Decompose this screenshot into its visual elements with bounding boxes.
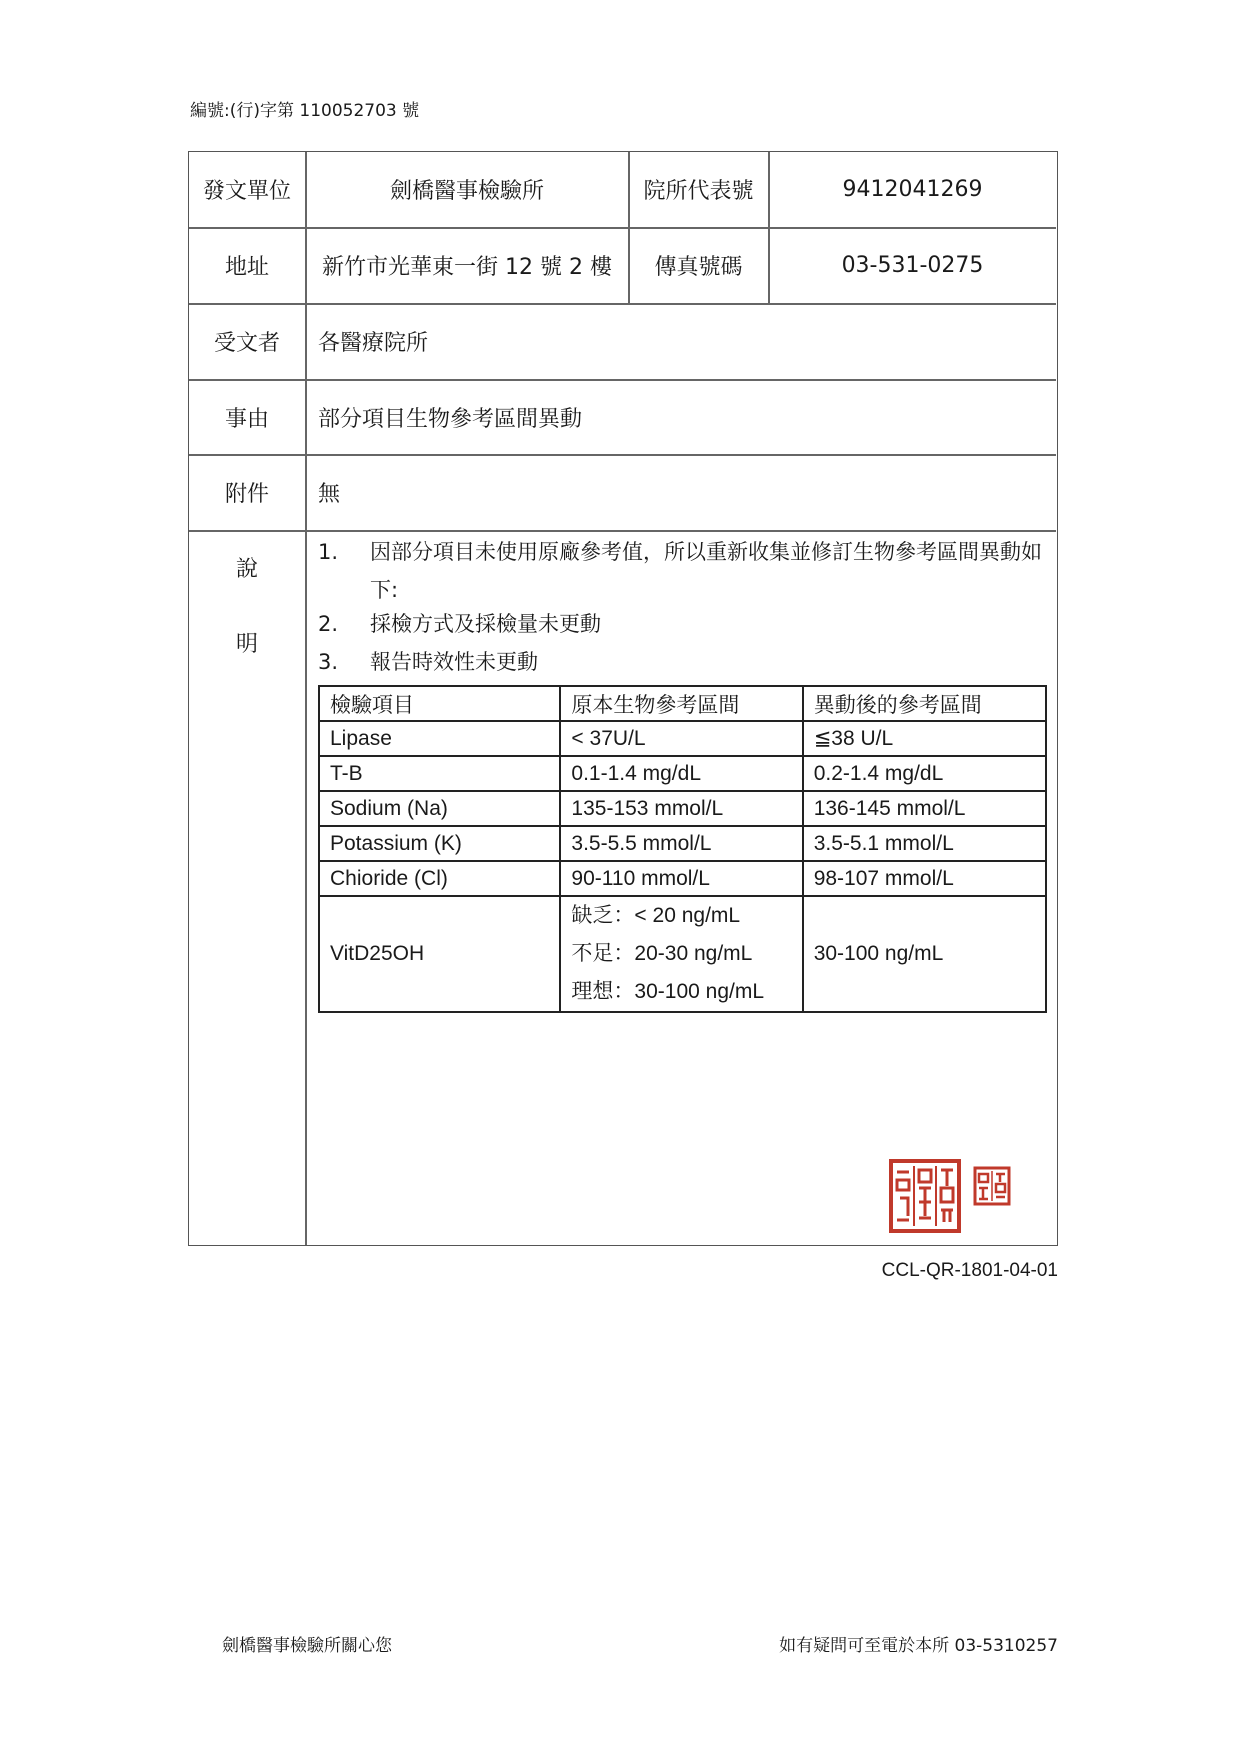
reference-range-table	[318, 685, 1047, 1013]
table-cell-multiline	[560, 896, 802, 1012]
range-line: 缺乏：< 20 ng/mL	[571, 904, 741, 927]
table-cell: 0.1-1.4 mg/dL	[560, 756, 802, 791]
table-cell: 3.5-5.5 mmol/L	[560, 826, 802, 861]
note-number: 3.	[318, 650, 339, 674]
code-label: 院所代表號	[643, 179, 754, 204]
description-label-1: 說	[235, 556, 258, 582]
table-cell: Lipase	[319, 721, 560, 756]
fax-value: 03-531-0275	[841, 253, 984, 278]
table-cell: 3.5-5.1 mmol/L	[803, 826, 1046, 861]
code-value: 9412041269	[842, 177, 983, 202]
note-item	[318, 533, 1050, 609]
table-cell: VitD25OH	[319, 896, 560, 1012]
table-cell: 136-145 mmol/L	[803, 791, 1046, 826]
note-text: 因部分項目未使用原廠參考值，所以重新收集並修訂生物參考區間異動如下:	[370, 540, 1042, 602]
issuer-label: 發文單位	[202, 179, 291, 204]
table-cell: 135-153 mmol/L	[560, 791, 802, 826]
note-number: 2.	[318, 612, 339, 636]
subject-label: 事由	[224, 406, 269, 432]
note-text: 採檢方式及採檢量未更動	[370, 612, 601, 636]
attachment-label: 附件	[224, 482, 269, 507]
address-value: 新竹市光華東一街 12 號 2 樓	[322, 255, 612, 280]
table-row	[319, 826, 1046, 861]
column-header: 檢驗項目	[319, 686, 560, 721]
note-item	[318, 643, 1050, 681]
table-cell: Sodium (Na)	[319, 791, 560, 826]
note-text: 報告時效性未更動	[370, 650, 538, 674]
range-line: 理想：30-100 ng/mL	[571, 980, 765, 1003]
table-row	[319, 791, 1046, 826]
column-header: 異動後的參考區間	[803, 686, 1046, 721]
seal-stamp-small	[973, 1166, 1011, 1206]
footer-greeting: 劍橋醫事檢驗所關心您	[222, 1636, 392, 1656]
table-cell: T-B	[319, 756, 560, 791]
description-label-2: 明	[235, 631, 258, 657]
table-cell: Chioride (Cl)	[319, 861, 560, 896]
table-cell: Potassium (K)	[319, 826, 560, 861]
table-cell: < 37U/L	[560, 721, 802, 756]
table-row	[319, 896, 1046, 1012]
table-row	[319, 861, 1046, 896]
range-line: 不足：20-30 ng/mL	[571, 942, 753, 965]
table-cell: 98-107 mmol/L	[803, 861, 1046, 896]
seal-stamp-large	[888, 1158, 962, 1234]
issuer-value: 劍橋醫事檢驗所	[389, 179, 544, 204]
table-cell: 90-110 mmol/L	[560, 861, 802, 896]
table-row	[319, 756, 1046, 791]
subject-value: 部分項目生物參考區間異動	[318, 406, 583, 432]
attachment-value: 無	[318, 482, 341, 507]
table-cell: 0.2-1.4 mg/dL	[803, 756, 1046, 791]
table-header-row	[319, 686, 1046, 721]
footer-contact: 如有疑問可至電於本所 03-5310257	[779, 1636, 1058, 1656]
column-header: 原本生物參考區間	[560, 686, 802, 721]
note-item	[318, 605, 1050, 643]
form-code: CCL-QR-1801-04-01	[881, 1260, 1058, 1281]
table-row	[319, 721, 1046, 756]
recipient-label: 受文者	[213, 331, 280, 356]
table-cell: 30-100 ng/mL	[803, 896, 1046, 1012]
address-label: 地址	[224, 255, 269, 280]
note-number: 1.	[318, 540, 339, 564]
document-number: 編號:(行)字第 110052703 號	[190, 101, 420, 121]
fax-label: 傳真號碼	[654, 255, 743, 280]
table-cell: ≦38 U/L	[803, 721, 1046, 756]
recipient-value: 各醫療院所	[318, 331, 429, 356]
